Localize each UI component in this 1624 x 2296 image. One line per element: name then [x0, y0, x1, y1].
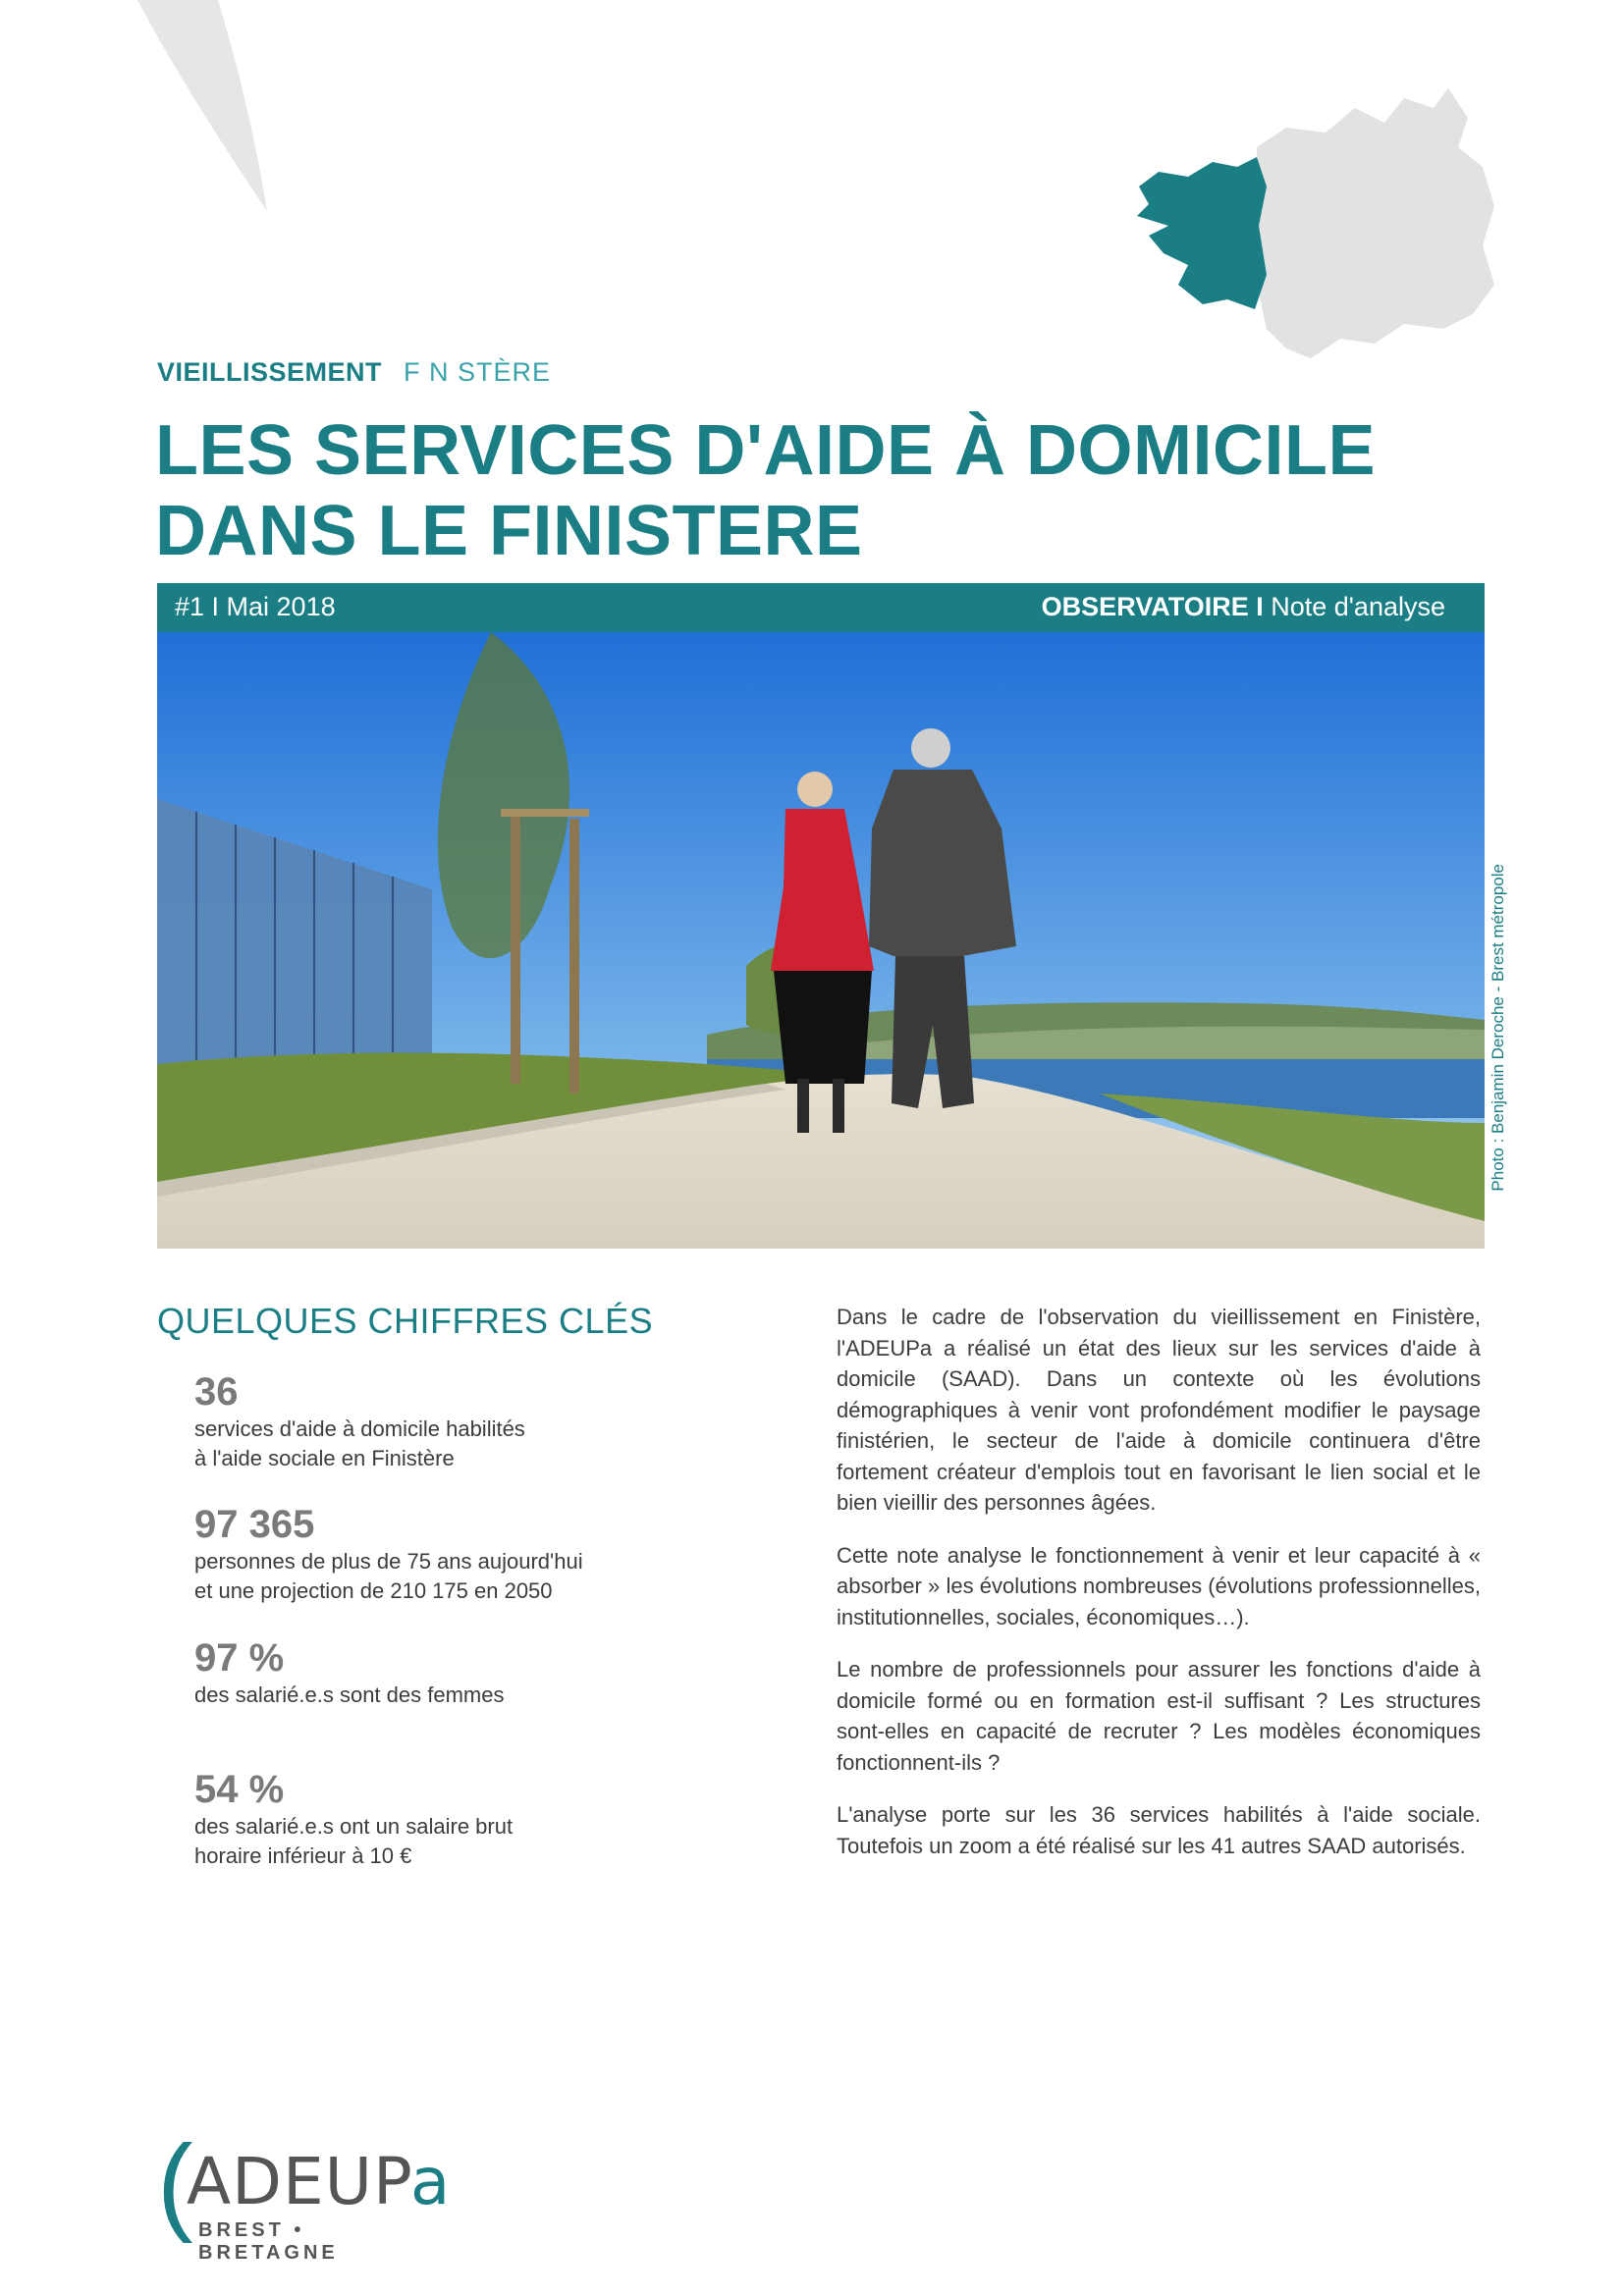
- logo-tagline: BREST • BRETAGNE: [198, 2219, 339, 2264]
- key-figure-desc-line1: des salarié.e.s sont des femmes: [194, 1682, 505, 1707]
- key-figure-desc-line2: horaire inférieur à 10 €: [194, 1843, 412, 1868]
- key-figures-heading: QUELQUES CHIFFRES CLÉS: [157, 1301, 654, 1341]
- logo-bracket-icon: (: [157, 2123, 193, 2244]
- issue-band: [157, 583, 1485, 632]
- intro-paragraph: Le nombre de professionnels pour assurer les fonctions d'aide à domicile formé ou en formation est-il suffisant ? Les structures sont-elles en capacité de recruter ? Les modèles économiques fonctionnent-ils ?: [837, 1657, 1481, 1775]
- key-figure-desc-line2: et une projection de 210 175 en 2050: [194, 1578, 553, 1603]
- key-figure-desc-line1: des salarié.e.s ont un salaire brut: [194, 1814, 514, 1839]
- photo-credit: Photo : Benjamin Deroche - Brest métropole: [1489, 864, 1507, 1192]
- logo-word-main: ADEUP: [187, 2144, 410, 2219]
- kicker: [157, 357, 551, 388]
- intro-paragraph: Dans le cadre de l'observation du vieillissement en Finistère, l'ADEUPa a réalisé un état des lieux sur les services d'aide à domicile (SAAD). Dans un contexte où les évolutions démographiques à venir vont profondément modifier le paysage finistérien, le secteur de l'aide à domicile continuera d'être fortement créateur d'emplois tout en favorisant le lien social et le bien vieillir des personnes âgées.: [837, 1305, 1481, 1515]
- kicker-theme: VIEILLISSEMENT: [157, 357, 383, 387]
- hero-photo: [157, 632, 1485, 1249]
- key-figure-desc-line2: à l'aide sociale en Finistère: [194, 1446, 455, 1470]
- key-figure-value: 97 365: [194, 1503, 315, 1546]
- key-figure-value: 36: [194, 1370, 239, 1414]
- series-label-bold: OBSERVATOIRE I: [1041, 592, 1264, 621]
- brittany-map-graphic: [1110, 88, 1502, 373]
- logo-wordmark: [187, 2143, 451, 2221]
- key-figure-item: [194, 1767, 617, 1871]
- adeupa-logo: [157, 2123, 452, 2264]
- page-title-line1: LES SERVICES D'AIDE À DOMICILE: [155, 411, 1376, 490]
- key-figure-item: [194, 1635, 617, 1710]
- key-figure-item: [194, 1502, 617, 1606]
- corner-swoosh-decoration: [0, 0, 295, 226]
- page-title: [155, 410, 1510, 571]
- key-figure-value: 97 %: [194, 1636, 285, 1680]
- intro-text: [837, 1302, 1481, 1883]
- intro-paragraph: Cette note analyse le fonctionnement à venir et leur capacité à « absorber » les évolutions nombreuses (évolutions professionnelles, institutionnelles, sociales, économiques…).: [837, 1542, 1481, 1629]
- key-figure-desc-line1: services d'aide à domicile habilités: [194, 1416, 525, 1441]
- kicker-place: F N STÈRE: [404, 357, 552, 387]
- key-figure-item: [194, 1369, 617, 1473]
- key-figure-desc-line1: personnes de plus de 75 ans aujourd'hui: [194, 1549, 583, 1574]
- key-figure-value: 54 %: [194, 1768, 285, 1811]
- intro-paragraph: L'analyse porte sur les 36 services habilités à l'aide sociale. Toutefois un zoom a été réalisé sur les 41 autres SAAD autorisés.: [837, 1802, 1481, 1858]
- page-title-line2: DANS LE FINISTERE: [155, 492, 863, 570]
- series-label-rest: Note d'analyse: [1263, 592, 1445, 621]
- finistere-map-highlight: [1137, 157, 1267, 309]
- brittany-map-rest: [1252, 88, 1494, 358]
- logo-word-accent: a: [409, 2144, 452, 2219]
- series-label: [1042, 592, 1445, 622]
- issue-label: #1 I Mai 2018: [175, 592, 336, 621]
